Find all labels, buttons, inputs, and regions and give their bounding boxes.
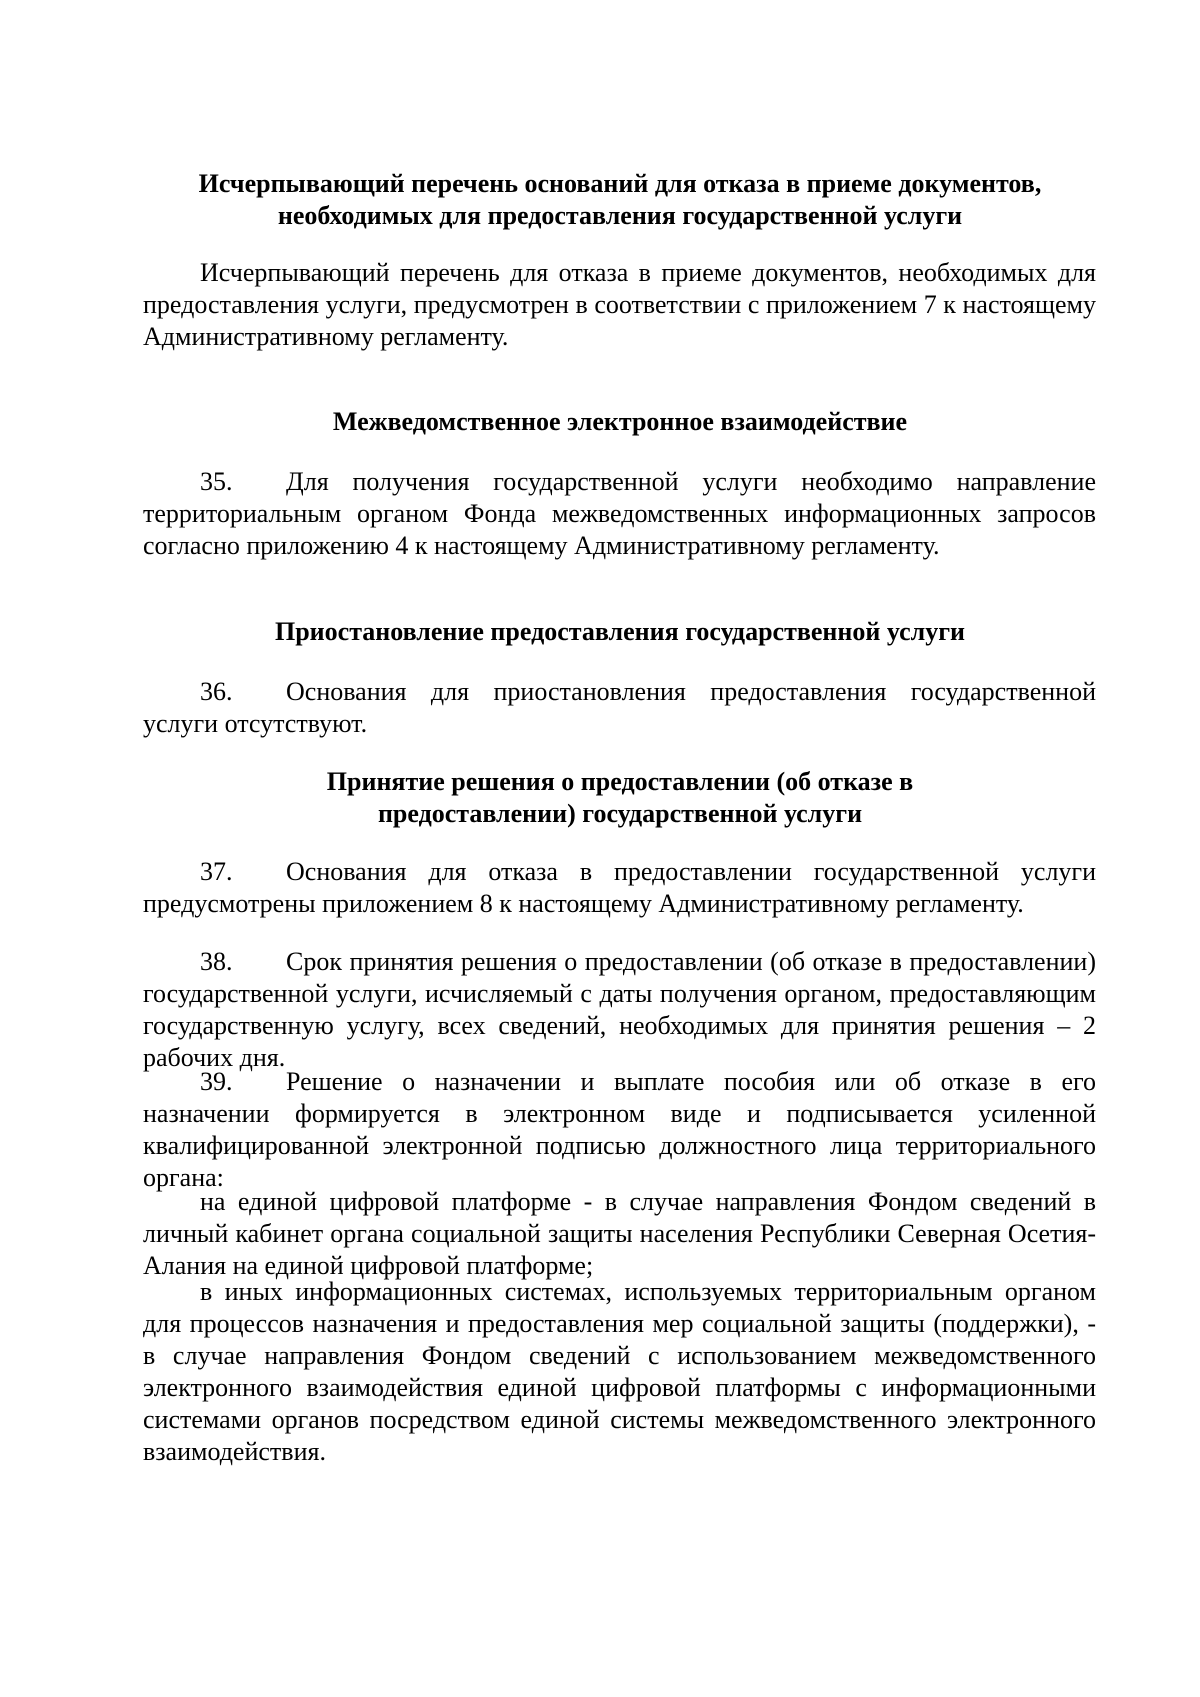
paragraph-35-text: Для получения государственной услуги необходимо направление территориальным органом Фонда межведомственных информационных запросов согласно приложению 4 к настоящему Административному регламенту. xyxy=(143,467,1096,560)
paragraph-39-item-platform: на единой цифровой платформе - в случае направления Фондом сведений в личный кабинет органа социальной защиты населения Республики Северная Осетия-Алания на единой цифровой платформе; xyxy=(143,1187,1096,1280)
paragraph-36-number: 36. xyxy=(200,677,233,706)
interagency-heading: Межведомственное электронное взаимодействие xyxy=(332,407,908,436)
paragraph-37-text: Основания для отказа в предоставлении государственной услуги предусмотрены приложением 8 к настоящему Административному регламенту. xyxy=(143,857,1096,918)
paragraph-36-text: Основания для приостановления предоставления государственной услуги отсутствуют. xyxy=(143,677,1096,738)
paragraph-38-text: Срок принятия решения о предоставлении (об отказе в предоставлении) государственной услуги, исчисляемый с даты получения органом, предоставляющим государственную услугу, всех сведений, необходимых для принятия решения – 2 рабочих дня. xyxy=(143,947,1096,1072)
paragraph-39-item-other-systems: в иных информационных системах, используемых территориальным органом для процессов назначения и предоставления мер социальной защиты (поддержки), - в случае направления Фондом сведений с использованием межведомственного электронного взаимодействия единой цифровой платформы с информационными системами органов посредством единой системы межведомственного электронного взаимодействия. xyxy=(143,1277,1096,1466)
paragraph-39-number: 39. xyxy=(200,1067,233,1096)
paragraph-38 xyxy=(143,946,1096,1074)
paragraph-37 xyxy=(143,856,1096,920)
decision-heading: Принятие решения о предоставлении (об отказе в предоставлении) государственной услуги xyxy=(326,767,914,828)
paragraph-35-number: 35. xyxy=(200,467,233,496)
suspension-heading: Приостановление предоставления государственной услуги xyxy=(274,617,965,646)
paragraph-38-number: 38. xyxy=(200,947,233,976)
paragraph-37-number: 37. xyxy=(200,857,233,886)
refusal-heading: Исчерпывающий перечень оснований для отказа в приеме документов, необходимых для предоставления государственной услуги xyxy=(198,169,1042,230)
paragraph-39 xyxy=(143,1066,1096,1194)
paragraph-39-text: Решение о назначении и выплате пособия или об отказе в его назначении формируется в электронном виде и подписывается усиленной квалифицированной электронной подписью должностного лица территориального органа: xyxy=(143,1067,1096,1192)
refusal-paragraph: Исчерпывающий перечень для отказа в приеме документов, необходимых для предоставления услуги, предусмотрен в соответствии с приложением 7 к настоящему Административному регламенту. xyxy=(143,258,1096,351)
paragraph-35 xyxy=(143,466,1096,562)
paragraph-36 xyxy=(143,676,1096,740)
